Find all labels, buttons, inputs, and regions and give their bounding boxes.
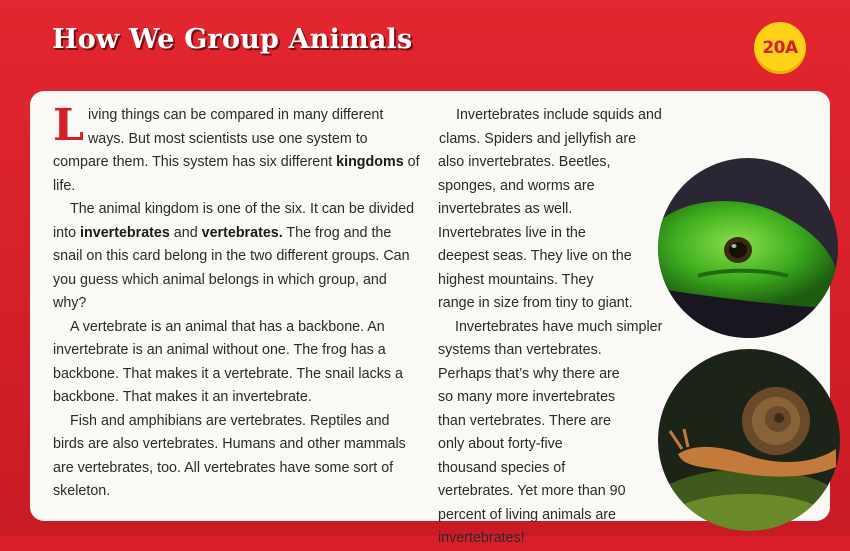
snail-photo <box>658 349 840 531</box>
paragraph-text: The frog and the snail on this card belong in the two different groups. Can you guess which animal belongs in which group, and why? <box>53 224 410 311</box>
paragraph-text: and <box>169 224 202 241</box>
drop-cap: L <box>53 100 84 151</box>
paragraph-text: The animal kingdom is one of the six. It can be divided into <box>53 201 415 241</box>
paragraph-backbone: A vertebrate is an animal that has a backbone. An invertebrate is an animal without one. The frog has a backbone. That makes it a vertebrate. The snail lacks a backbone. That makes it an invertebrate. <box>53 318 403 405</box>
paragraph-text: Invertebrates include squids and clams. Spiders and jellyfish are also invertebrates. Beetles, sponges, and worms are invertebrates as well. Invertebrates live in the deepest seas. They live on the highest mountains. They range in size from tiny to giant. <box>438 107 662 311</box>
term-vertebrates: vertebrates. <box>201 224 283 241</box>
paragraph-text: iving things can be compared in many different ways. But most scientists use one system to compare them. This system has six different <box>53 107 384 170</box>
card-title: How We Group Animals <box>52 24 413 55</box>
text-column-left <box>53 100 423 504</box>
card-number-badge: 20A <box>754 22 806 74</box>
paragraph-text: of life. <box>53 154 420 194</box>
frog-photo <box>658 158 838 338</box>
paragraph-text: Invertebrates have much simpler systems than vertebrates. Perhaps that’s why there are so many more invertebrates than vertebrates. There are only about forty-five thousand species of vertebrates. Yet more than 90 percent of living animals are invertebrates! <box>438 318 663 546</box>
paragraph-vertebrates: Fish and amphibians are vertebrates. Reptiles and birds are also vertebrates. Humans and other mammals are vertebrates, too. All vertebrates have some sort of skeleton. <box>53 412 406 499</box>
paragraph-intro <box>53 100 423 198</box>
term-invertebrates: invertebrates <box>80 224 170 241</box>
paragraph-kingdom <box>53 198 423 316</box>
term-kingdoms: kingdoms <box>336 154 404 170</box>
